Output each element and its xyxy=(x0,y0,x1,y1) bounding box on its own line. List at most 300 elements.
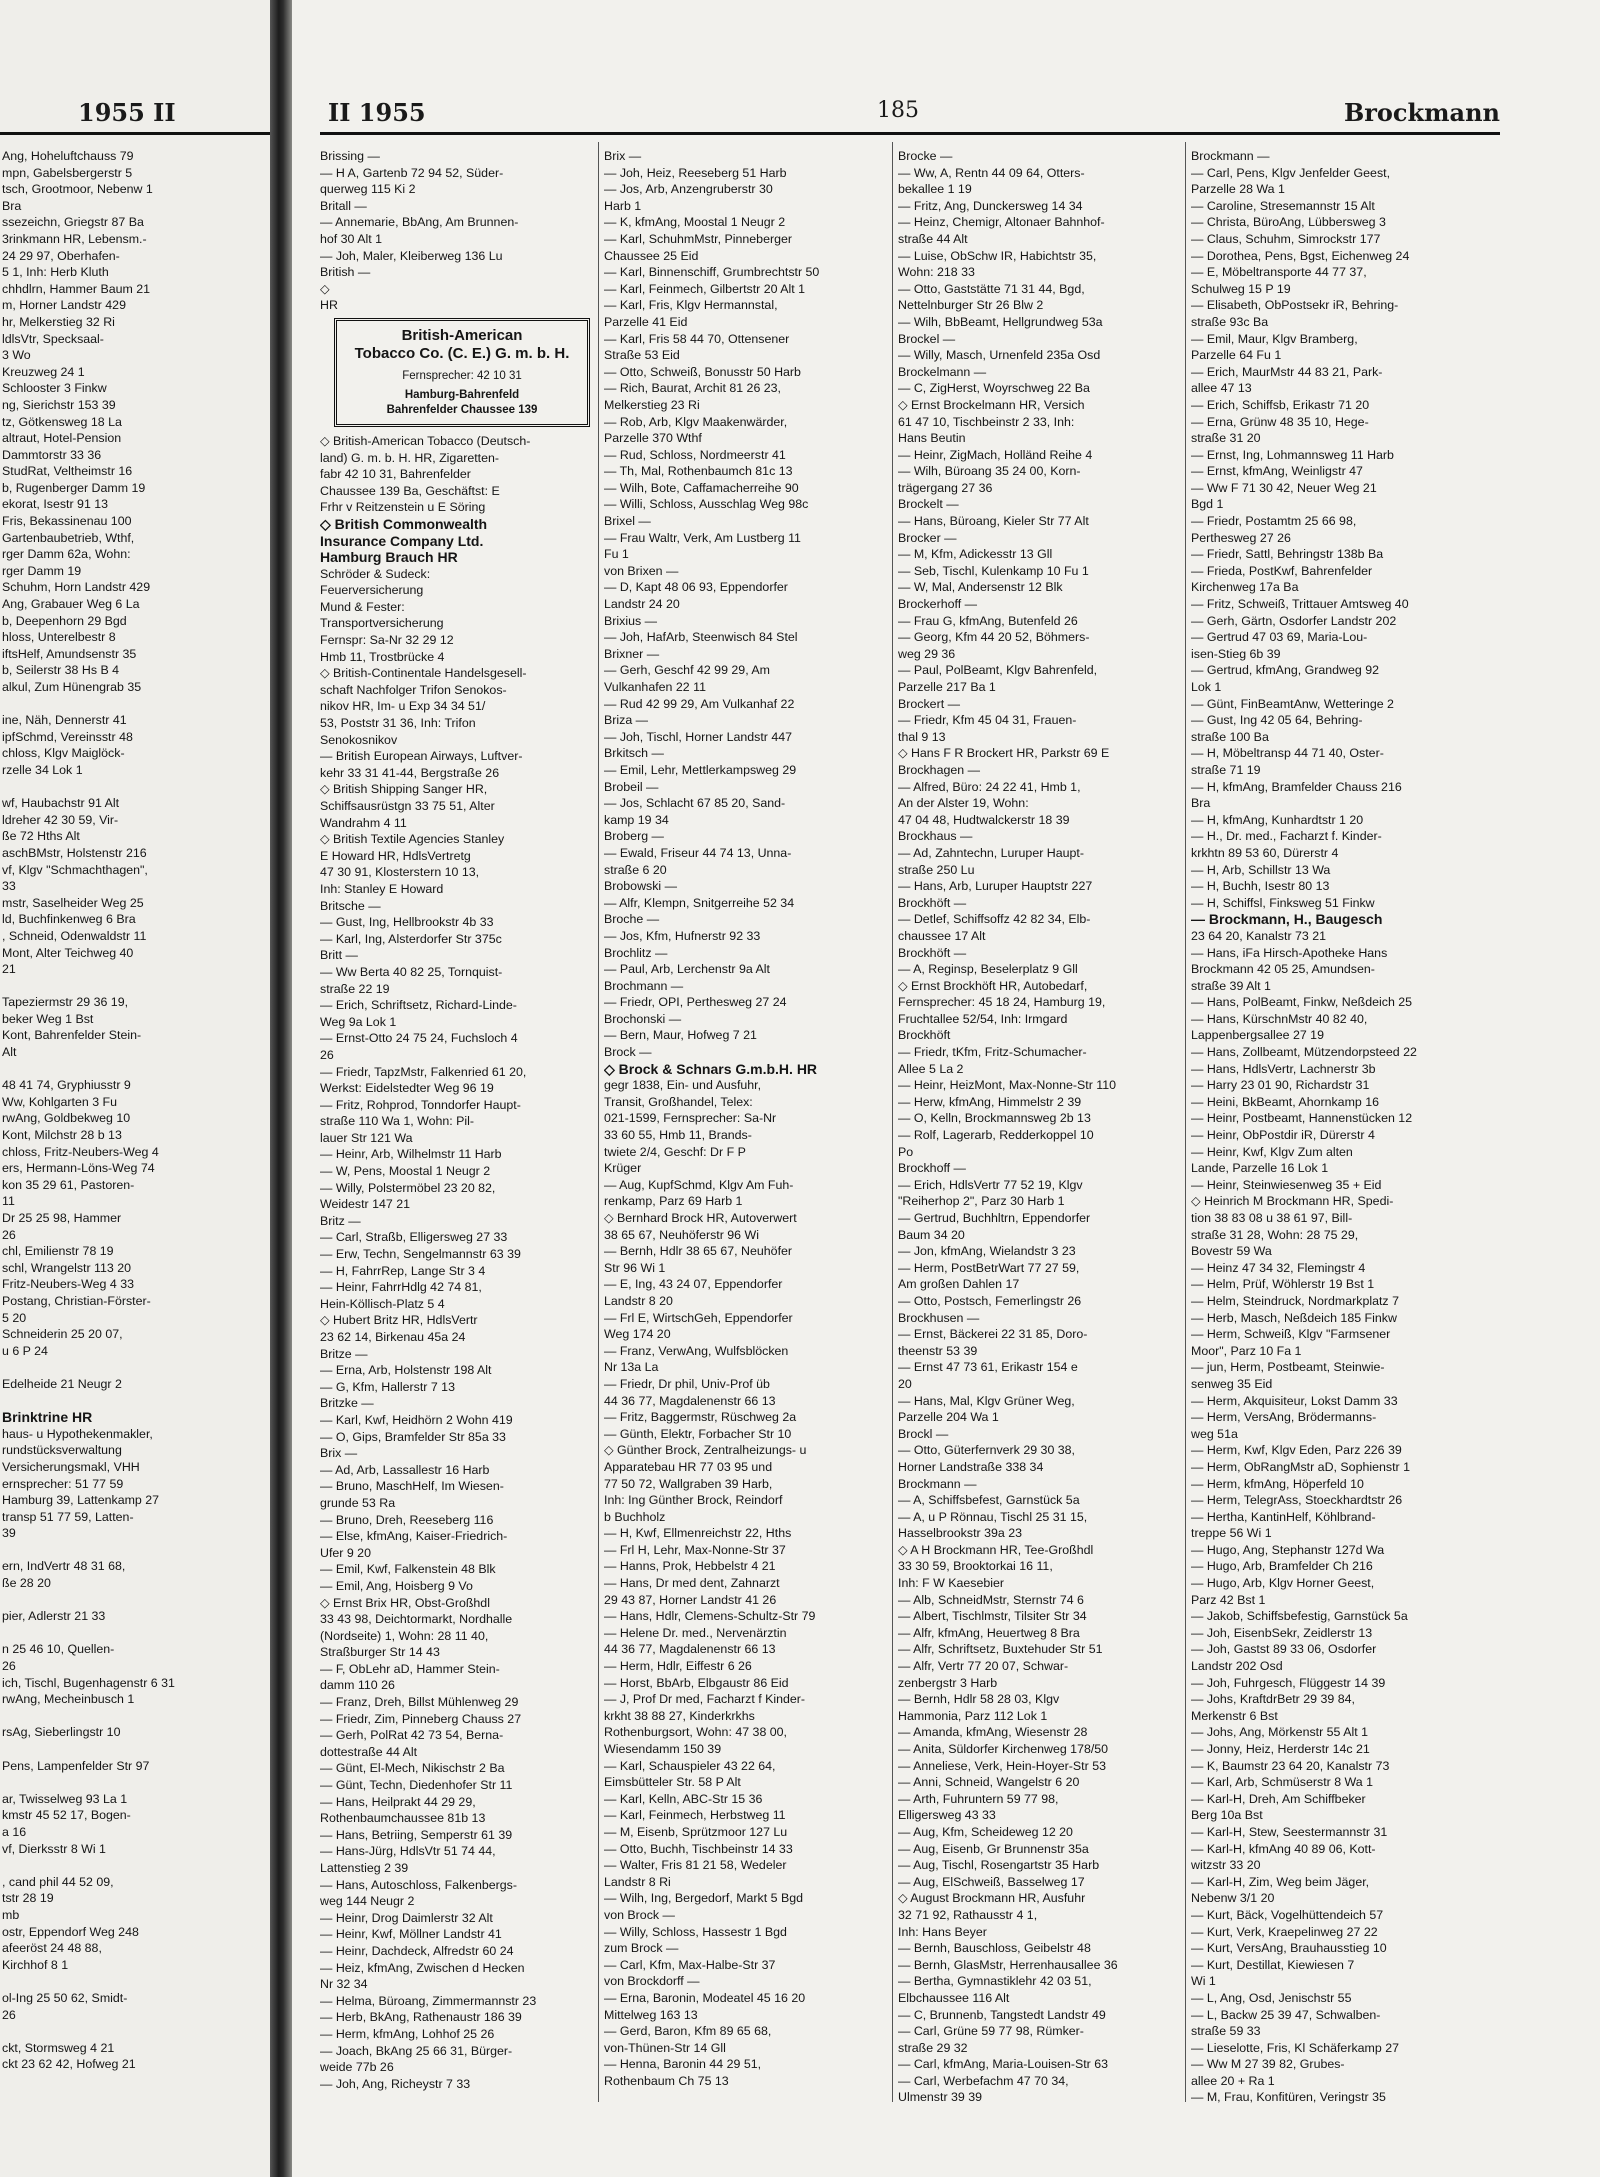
directory-line: — Otto, Güterfernverk 29 30 38, xyxy=(898,1443,1075,1458)
directory-line: krkht 38 88 27, Kinderkrkhs xyxy=(604,1708,755,1723)
directory-line: bekallee 1 19 xyxy=(898,182,972,197)
directory-line: Bra xyxy=(1191,796,1211,811)
directory-line: — Johs, Ang, Mörkenstr 55 Alt 1 xyxy=(1191,1725,1368,1740)
directory-line: Brochlitz — xyxy=(604,945,668,960)
directory-line: — Ernst, kfmAng, Weinligstr 47 xyxy=(1191,464,1363,479)
directory-line: 38 65 67, Neuhöferstr 96 Wi xyxy=(604,1227,759,1242)
directory-line: Pens, Lampenfelder Str 97 xyxy=(2,1758,150,1773)
directory-line: chhdlrn, Hammer Baum 21 xyxy=(2,281,151,296)
directory-line: tsch, Grootmoor, Nebenw 1 xyxy=(2,182,153,197)
directory-line: — Heinz 47 34 32, Flemingstr 4 xyxy=(1191,1260,1366,1275)
directory-line: — Bertha, Gymnastiklehr 42 03 51, xyxy=(898,1974,1092,1989)
directory-line: Mund & Fester: xyxy=(320,599,405,614)
directory-line: HR xyxy=(320,298,338,313)
directory-line: — Carl, Kfm, Max-Halbe-Str 37 xyxy=(604,1957,776,1972)
directory-line: ers, Hermann-Löns-Weg 74 xyxy=(2,1161,155,1176)
directory-line: ◇ Ernst Brix HR, Obst-Großhdl xyxy=(320,1595,490,1610)
directory-line: Transportversicherung xyxy=(320,616,444,631)
directory-line: — Caroline, Stresemannstr 15 Alt xyxy=(1191,198,1375,213)
directory-line: Baum 34 20 xyxy=(898,1227,965,1242)
directory-line: — Hugo, Arb, Bramfelder Ch 216 xyxy=(1191,1559,1373,1574)
directory-line: Wandrahm 4 11 xyxy=(320,815,407,830)
directory-line: straße 93c Ba xyxy=(1191,314,1269,329)
directory-line: — Hugo, Ang, Stephanstr 127d Wa xyxy=(1191,1542,1385,1557)
directory-line: querweg 115 Ki 2 xyxy=(320,182,416,197)
directory-line: fabr 42 10 31, Bahrenfelder xyxy=(320,467,471,482)
directory-line: — Carl, Pens, Klgv Jenfelder Geest, xyxy=(1191,165,1391,180)
directory-line: ◇ Hans F R Brockert HR, Parkstr 69 E xyxy=(898,746,1110,761)
directory-line: — Erich, MaurMstr 44 83 21, Park- xyxy=(1191,364,1383,379)
directory-line: Bgd 1 xyxy=(1191,497,1224,512)
directory-line: — Joh, Heiz, Reeseberg 51 Harb xyxy=(604,165,787,180)
directory-line: Fruchtallee 52/54, Inh: Irmgard xyxy=(898,1011,1068,1026)
directory-line: — Herm, kfmAng, Höperfeld 10 xyxy=(1191,1476,1364,1491)
directory-line: Hammonia, Parz 112 Lok 1 xyxy=(898,1708,1048,1723)
directory-line: — Heiz, kfmAng, Zwischen d Hecken xyxy=(320,1960,525,1975)
directory-line: Schlooster 3 Finkw xyxy=(2,381,107,396)
directory-line: Ufer 9 20 xyxy=(320,1545,371,1560)
directory-line: — Rob, Arb, Klgv Maakenwärder, xyxy=(604,414,788,429)
directory-line: — Erw, Techn, Sengelmannstr 63 39 xyxy=(320,1247,521,1262)
directory-line: — Joh, Tischl, Horner Landstr 447 xyxy=(604,729,793,744)
directory-line: Brockhöft — xyxy=(898,895,967,910)
directory-line: — Hans, Heilprakt 44 29 29, xyxy=(320,1794,476,1809)
directory-line: — Ww M 27 39 82, Grubes- xyxy=(1191,2057,1345,2072)
directory-line: ◇ British Textile Agencies Stanley xyxy=(320,832,505,847)
directory-line: — Brockmann, H., Baugesch xyxy=(1191,911,1383,928)
directory-line: a 16 xyxy=(2,1824,27,1839)
directory-line: — Amanda, kfmAng, Wiesenstr 28 xyxy=(898,1725,1088,1740)
directory-line: ◇ A H Brockmann HR, Tee-Großhdl xyxy=(898,1542,1094,1557)
directory-line: Inh: Stanley E Howard xyxy=(320,881,444,896)
directory-line: — Herm, Akquisiteur, Lokst Damm 33 xyxy=(1191,1393,1398,1408)
directory-line: Brockerhoff — xyxy=(898,597,977,612)
directory-line: Edelheide 21 Neugr 2 xyxy=(2,1376,122,1391)
directory-line: 33 43 98, Deichtormarkt, Nordhalle xyxy=(320,1612,513,1627)
directory-line: grunde 53 Ra xyxy=(320,1495,396,1510)
directory-line: Hein-Köllisch-Platz 5 4 xyxy=(320,1296,445,1311)
directory-line: — Rud, Schloss, Nordmeerstr 41 xyxy=(604,447,786,462)
directory-line: — Emil, Ang, Hoisberg 9 Vo xyxy=(320,1578,473,1593)
directory-line: — Aug, Eisenb, Gr Brunnenstr 35a xyxy=(898,1841,1089,1856)
directory-line: Brinktrine HR xyxy=(2,1409,93,1426)
directory-line: — Annemarie, BbAng, Am Brunnen- xyxy=(320,215,519,230)
directory-line: ße 28 20 xyxy=(2,1576,51,1591)
directory-line: — Alfr, Klempn, Snitgerreihe 52 34 xyxy=(604,895,795,910)
directory-line: — Willy, Masch, Urnenfeld 235a Osd xyxy=(898,348,1101,363)
directory-line: — Ww Berta 40 82 25, Tornquist- xyxy=(320,964,503,979)
directory-line: 61 47 10, Tischbeinstr 2 33, Inh: xyxy=(898,414,1075,429)
directory-line: — Friedr, Postamtm 25 66 98, xyxy=(1191,514,1357,529)
directory-line: — E, Ing, 43 24 07, Eppendorfer xyxy=(604,1277,783,1292)
directory-line: Weg 174 20 xyxy=(604,1327,671,1342)
directory-line: — Kurt, Verk, Kraepelinweg 27 22 xyxy=(1191,1924,1378,1939)
directory-line: dottestraße 44 Alt xyxy=(320,1744,418,1759)
directory-line: 021-1599, Fernsprecher: Sa-Nr xyxy=(604,1111,777,1126)
directory-line: theenstr 53 39 xyxy=(898,1343,978,1358)
ad-address-2: Bahrenfelder Chaussee 139 xyxy=(386,403,538,416)
directory-line: — Emil, Kwf, Falkenstein 48 Blk xyxy=(320,1562,496,1577)
directory-line: Inh: F W Kaesebier xyxy=(898,1576,1005,1591)
directory-line: — Hans, KürschnMstr 40 82 40, xyxy=(1191,1011,1368,1026)
directory-line: Landstr 8 20 xyxy=(604,1293,673,1308)
directory-line: — W, Pens, Moostal 1 Neugr 2 xyxy=(320,1164,491,1179)
directory-line: — Karl, Binnenschiff, Grumbrechtstr 50 xyxy=(604,265,820,280)
directory-line: rzelle 34 Lok 1 xyxy=(2,762,83,777)
directory-line: Weg 9a Lok 1 xyxy=(320,1014,397,1029)
directory-line: 29 43 87, Horner Landstr 41 26 xyxy=(604,1592,777,1607)
directory-line: Lande, Parzelle 16 Lok 1 xyxy=(1191,1161,1329,1176)
directory-line: Apparatebau HR 77 03 95 und xyxy=(604,1459,773,1474)
directory-line: ssezeichn, Griegstr 87 Ba xyxy=(2,215,144,230)
directory-line: 21 xyxy=(2,962,16,977)
directory-line: — Karl, Ing, Alsterdorfer Str 375c xyxy=(320,931,502,946)
directory-line: Transit, Großhandel, Telex: xyxy=(604,1094,753,1109)
directory-line: ar, Twisselweg 93 La 1 xyxy=(2,1791,128,1806)
directory-line: — L, Ang, Osd, Jenischstr 55 xyxy=(1191,1990,1352,2005)
directory-line: Wiesendamm 150 39 xyxy=(604,1742,722,1756)
directory-line xyxy=(2,1359,264,1376)
directory-line: weide 77b 26 xyxy=(320,2060,394,2075)
directory-line: — Helene Dr. med., Nervenärztin xyxy=(604,1625,787,1640)
directory-line: — Günt, El-Mech, Nikischstr 2 Ba xyxy=(320,1761,505,1776)
directory-line: — Herm, PostBetrWart 77 27 59, xyxy=(898,1260,1080,1275)
directory-line: — H, Schiffsl, Finksweg 51 Finkw xyxy=(1191,895,1375,910)
directory-line: — Claus, Schuhm, Simrockstr 177 xyxy=(1191,231,1381,246)
directory-line: — Ernst-Otto 24 75 24, Fuchsloch 4 xyxy=(320,1031,518,1046)
directory-line: tstr 28 19 xyxy=(2,1891,54,1906)
directory-line: — Hans, Dr med dent, Zahnarzt xyxy=(604,1576,780,1591)
directory-line: von Brixen — xyxy=(604,563,679,578)
directory-line: straße 59 33 xyxy=(1191,2024,1261,2039)
directory-line xyxy=(2,1625,264,1642)
directory-line: Brocker — xyxy=(898,530,957,545)
directory-line: "Reiherhop 2", Parz 30 Harb 1 xyxy=(898,1194,1065,1209)
directory-line: — Ernst, Bäckerei 22 31 85, Doro- xyxy=(898,1327,1088,1342)
directory-line: 11 xyxy=(2,1194,15,1209)
directory-line: , cand phil 44 52 09, xyxy=(2,1874,114,1889)
directory-line: Vulkanhafen 22 11 xyxy=(604,680,706,694)
directory-line: Dr 25 25 98, Hammer xyxy=(2,1211,122,1225)
directory-line: Landstr 24 20 xyxy=(604,597,680,612)
directory-line: — H, Kwf, Ellmenreichstr 22, Hths xyxy=(604,1526,792,1541)
directory-line: 24 29 97, Oberhafen- xyxy=(2,248,120,263)
directory-line: Allee 5 La 2 xyxy=(898,1061,964,1076)
directory-line: Brochonski — xyxy=(604,1011,682,1026)
directory-line: Nebenw 3/1 20 xyxy=(1191,1891,1275,1906)
directory-line: Britt — xyxy=(320,948,358,963)
directory-line: — Hans, Zollbeamt, Mützendorpsteed 22 xyxy=(1191,1045,1417,1060)
directory-line: — Frl H, Lehr, Max-Nonne-Str 37 xyxy=(604,1542,786,1557)
directory-line: twiete 2/4, Geschf: Dr F P xyxy=(604,1144,746,1159)
directory-line: Brockhagen — xyxy=(898,762,980,777)
directory-line xyxy=(2,2023,264,2040)
left-page xyxy=(0,0,270,2177)
directory-line xyxy=(2,1542,264,1559)
directory-line: — Karl-H, Stew, Seestermannstr 31 xyxy=(1191,1824,1388,1839)
directory-line: — C, ZigHerst, Woyrschweg 22 Ba xyxy=(898,381,1090,396)
british-american-tobacco-ad xyxy=(334,318,590,427)
directory-line: Krüger xyxy=(604,1161,642,1176)
directory-line: — Kurt, Bäck, Vogelhüttendeich 57 xyxy=(1191,1907,1384,1922)
directory-line: — Herb, BkAng, Rathenaustr 186 39 xyxy=(320,2010,522,2025)
directory-line: 5 1, Inh: Herb Kluth xyxy=(2,265,109,280)
directory-line: Schuhm, Horn Landstr 429 xyxy=(2,580,151,595)
directory-line: Landstr 8 Ri xyxy=(604,1874,671,1889)
directory-line: — Bernh, GlasMstr, Herrenhausallee 36 xyxy=(898,1957,1118,1972)
directory-line: ◇ British-American Tobacco (Deutsch- xyxy=(320,433,531,448)
directory-line: — Herm, VersAng, Brödermanns- xyxy=(1191,1410,1377,1425)
directory-line: — Karl, Fris, Klgv Hermannstal, xyxy=(604,298,778,313)
directory-line: vf, Klgv "Schmachthagen", xyxy=(2,862,148,877)
directory-line: Nr 32 34 xyxy=(320,1977,368,1992)
directory-line: rsAg, Sieberlingstr 10 xyxy=(2,1725,121,1740)
directory-line: — Alfr, Schriftsetz, Buxtehuder Str 51 xyxy=(898,1642,1103,1657)
directory-line: senweg 35 Eid xyxy=(1191,1376,1273,1391)
directory-line: — Paul, Arb, Lerchenstr 9a Alt xyxy=(604,962,770,977)
directory-line xyxy=(2,1393,264,1410)
directory-line: straße 29 32 xyxy=(898,2040,968,2055)
directory-line: — A, Schiffsbefest, Garnstück 5a xyxy=(898,1493,1080,1508)
directory-line: Harb 1 xyxy=(604,198,642,213)
directory-line: iftsHelf, Amundsenstr 35 xyxy=(2,646,137,661)
directory-line: 77 50 72, Wallgraben 39 Harb, xyxy=(604,1476,773,1491)
directory-line: Kont, Bahrenfelder Stein- xyxy=(2,1028,142,1043)
directory-line: — J, Prof Dr med, Facharzt f Kinder- xyxy=(604,1692,806,1707)
directory-line: straße 22 19 xyxy=(320,981,390,996)
directory-line: 3rinkmann HR, Lebensm.- xyxy=(2,231,147,246)
directory-line: Brixel — xyxy=(604,514,651,529)
directory-line: — O, Kelln, Brockmannsweg 2b 13 xyxy=(898,1111,1091,1126)
directory-line xyxy=(2,1061,264,1078)
directory-line: rger Damm 19 xyxy=(2,563,82,578)
directory-line: — Gerh, Gärtn, Osdorfer Landstr 202 xyxy=(1191,613,1397,628)
directory-line: — Joh, EisenbSekr, Zeidlerstr 13 xyxy=(1191,1625,1373,1640)
directory-line: — Heinr, FahrrHdlg 42 74 81, xyxy=(320,1280,482,1295)
directory-line: Inh: Hans Beyer xyxy=(898,1924,987,1939)
column-1-lines-top xyxy=(320,148,594,314)
directory-line: — Jonny, Heiz, Herderstr 14c 21 xyxy=(1191,1742,1370,1756)
directory-line: — Günt, FinBeamtAnw, Wetteringe 2 xyxy=(1191,696,1394,711)
directory-line: Gartenbaubetrieb, Wthf, xyxy=(2,530,135,545)
directory-line: Merkenstr 6 Bst xyxy=(1191,1708,1278,1723)
directory-line: b, Rugenberger Damm 19 xyxy=(2,480,146,495)
directory-line: rwAng, Goldbekweg 10 xyxy=(2,1111,131,1126)
directory-line: mb xyxy=(2,1907,20,1922)
directory-line: — Th, Mal, Rothenbaumch 81c 13 xyxy=(604,464,793,479)
directory-line: Lappenbergsallee 27 19 xyxy=(1191,1028,1324,1043)
directory-line: m, Horner Landstr 429 xyxy=(2,298,126,313)
directory-line: pier, Adlerstr 21 33 xyxy=(2,1609,106,1624)
directory-line: — Karl, Schauspieler 43 22 64, xyxy=(604,1758,776,1773)
directory-line: n 25 46 10, Quellen- xyxy=(2,1642,115,1657)
directory-line: — Herm, ObRangMstr aD, Sophienstr 1 xyxy=(1191,1459,1410,1474)
directory-line: Brockmann 42 05 25, Amundsen- xyxy=(1191,962,1375,977)
directory-line: — Erich, Schiffsb, Erikastr 71 20 xyxy=(1191,397,1370,412)
directory-line: — Wilh, BbBeamt, Hellgrundweg 53a xyxy=(898,314,1103,329)
column-1-lines-bottom xyxy=(320,433,594,2092)
directory-line: straße 31 20 xyxy=(1191,431,1261,446)
directory-line: — Carl, Werbefachm 47 70 34, xyxy=(898,2073,1069,2088)
directory-line: — Joh, Fuhrgesch, Flüggestr 14 39 xyxy=(1191,1675,1386,1690)
directory-line: — Carl, Grüne 59 77 98, Rümker- xyxy=(898,2024,1084,2039)
directory-line: — F, ObLehr aD, Hammer Stein- xyxy=(320,1661,500,1676)
directory-line: Britze — xyxy=(320,1346,368,1361)
directory-line: — Aug, Kfm, Scheideweg 12 20 xyxy=(898,1824,1073,1839)
directory-line: Parz 42 Bst 1 xyxy=(1191,1592,1266,1607)
directory-line: — Joh, Maler, Kleiberweg 136 Lu xyxy=(320,248,503,263)
directory-line: 26 xyxy=(320,1047,334,1062)
directory-line: chl, Emilienstr 78 19 xyxy=(2,1244,114,1259)
directory-line: — Fritz, Ang, Dunckersweg 14 34 xyxy=(898,198,1083,213)
directory-line: — Heinr, Arb, Wilhelmstr 11 Harb xyxy=(320,1147,502,1162)
directory-line: — Erich, Schriftsetz, Richard-Linde- xyxy=(320,998,517,1013)
directory-line: Dammtorstr 33 36 xyxy=(2,447,102,462)
directory-line: — Helma, Büroang, Zimmermannstr 23 xyxy=(320,1993,537,2008)
directory-line xyxy=(2,779,264,796)
directory-line: — Karl, Kelln, ABC-Str 15 36 xyxy=(604,1791,763,1806)
ad-phone: Fernsprecher: 42 10 31 xyxy=(402,369,522,382)
directory-line: — Bern, Maur, Hofweg 7 21 xyxy=(604,1028,757,1043)
directory-line: kon 35 29 61, Pastoren- xyxy=(2,1177,135,1192)
directory-line: — Heinr, Kwf, Möllner Landstr 41 xyxy=(320,1927,502,1942)
directory-line: gegr 1838, Ein- und Ausfuhr, xyxy=(604,1078,762,1093)
directory-line: Straße 53 Eid xyxy=(604,348,680,363)
directory-line: Horner Landstraße 338 34 xyxy=(898,1459,1044,1474)
directory-line: — Hans, Mal, Klgv Grüner Weg, xyxy=(898,1393,1075,1408)
directory-line: — Herm, Hdlr, Eiffestr 6 26 xyxy=(604,1659,752,1674)
directory-line: straße 44 Alt xyxy=(898,231,968,246)
directory-line: — Alfr, Vertr 77 20 07, Schwar- xyxy=(898,1659,1069,1674)
directory-line: — Anneliese, Verk, Hein-Hoyer-Str 53 xyxy=(898,1758,1106,1773)
directory-line: — Joh, Gastst 89 33 06, Osdorfer xyxy=(1191,1642,1377,1657)
directory-line: 39 xyxy=(2,1526,16,1541)
directory-line: — Wilh, Büroang 35 24 00, Korn- xyxy=(898,464,1081,479)
directory-line: — Herm, kfmAng, Lohhof 25 26 xyxy=(320,2026,495,2041)
left-page-column xyxy=(2,148,264,2138)
directory-line: 3 Wo xyxy=(2,348,31,363)
directory-line: — Erna, Grünw 48 35 10, Hege- xyxy=(1191,414,1369,429)
directory-line: 33 xyxy=(2,879,16,894)
directory-line: Rothenbaum Ch 75 13 xyxy=(604,2073,729,2088)
directory-line: hof 30 Alt 1 xyxy=(320,231,383,246)
directory-line: straße 110 Wa 1, Wohn: Pil- xyxy=(320,1114,475,1129)
directory-line: — Ad, Arb, Lassallestr 16 Harb xyxy=(320,1462,490,1477)
directory-line: von Brock — xyxy=(604,1907,675,1922)
directory-line: Feuerversicherung xyxy=(320,583,424,598)
directory-line: Insurance Company Ltd. xyxy=(320,532,484,549)
directory-line: — Alfred, Büro: 24 22 41, Hmb 1, xyxy=(898,779,1081,794)
directory-line: — L, Backw 25 39 47, Schwalben- xyxy=(1191,2007,1381,2022)
directory-line: — A, u P Rönnau, Tischl 25 31 15, xyxy=(898,1509,1088,1524)
directory-line: — A, Reginsp, Beselerplatz 9 Gll xyxy=(898,962,1078,977)
directory-line: — Hans, PolBeamt, Finkw, Neßdeich 25 xyxy=(1191,995,1413,1010)
directory-line: ◇ British Commonwealth xyxy=(320,515,488,532)
directory-line: Tapeziermstr 29 36 19, xyxy=(2,995,129,1010)
directory-line: zum Brock — xyxy=(604,1941,679,1956)
directory-line: — Günth, Elektr, Forbacher Str 10 xyxy=(604,1426,792,1441)
directory-line: — Helm, Steindruck, Nordmarkplatz 7 xyxy=(1191,1293,1399,1308)
directory-line: — Gerh, Geschf 42 99 29, Am xyxy=(604,663,770,678)
directory-line: — Jos, Arb, Anzengruberstr 30 xyxy=(604,182,773,197)
directory-line: ldreher 42 30 59, Vir- xyxy=(2,812,119,827)
directory-line: — Karl, Feinmech, Herbstweg 11 xyxy=(604,1808,786,1823)
directory-line: — Friedr, Dr phil, Univ-Prof üb xyxy=(604,1376,770,1391)
directory-line: Moor", Parz 10 Fa 1 xyxy=(1191,1343,1302,1358)
directory-line: straße 6 20 xyxy=(604,862,667,877)
directory-line: — Heinr, Steinwiesenweg 35 + Eid xyxy=(1191,1177,1382,1192)
directory-line: Lok 1 xyxy=(1191,680,1222,694)
page-number: 185 xyxy=(877,98,919,123)
directory-line: — Otto, Schweiß, Bonusstr 50 Harb xyxy=(604,364,801,379)
directory-line: Berg 10a Bst xyxy=(1191,1808,1263,1823)
directory-line: Brockhoff — xyxy=(898,1161,966,1176)
directory-line: — Karl-H, Dreh, Am Schiffbeker xyxy=(1191,1791,1366,1806)
directory-line: Briza — xyxy=(604,713,649,728)
directory-line: ine, Näh, Dennerstr 41 xyxy=(2,713,127,728)
directory-line: ckt 23 62 42, Hofweg 21 xyxy=(2,2057,136,2072)
directory-line: Ulmenstr 39 39 xyxy=(898,2090,983,2105)
column-separator-3 xyxy=(1185,142,1186,2102)
directory-line: haus- u Hypothekenmakler, xyxy=(2,1426,153,1441)
directory-line: — Gertrud, kfmAng, Grandweg 92 xyxy=(1191,663,1380,678)
directory-line: ipfSchmd, Vereinsstr 48 xyxy=(2,729,133,744)
column-separator-1 xyxy=(598,142,599,2102)
directory-line: — H A, Gartenb 72 94 52, Süder- xyxy=(320,165,504,180)
directory-line: Perthesweg 27 26 xyxy=(1191,530,1291,545)
directory-line: Kirchenweg 17a Ba xyxy=(1191,580,1299,595)
directory-line: — Fritz, Schweiß, Trittauer Amtsweg 40 xyxy=(1191,597,1409,612)
directory-line: ◇ Brock & Schnars G.m.b.H. HR xyxy=(604,1060,818,1077)
directory-line: — Franz, VerwAng, Wulfsblöcken xyxy=(604,1343,789,1358)
directory-line: — Heinz, Chemigr, Altonaer Bahnhof- xyxy=(898,215,1105,230)
directory-line: — Bruno, Dreh, Reeseberg 116 xyxy=(320,1512,494,1527)
directory-line: Kont, Milchstr 28 b 13 xyxy=(2,1128,122,1143)
directory-line: — Johs, KraftdrBetr 29 39 84, xyxy=(1191,1692,1355,1707)
directory-line: 23 64 20, Kanalstr 73 21 xyxy=(1191,928,1327,943)
directory-line: — M, Frau, Konfitüren, Veringstr 35 xyxy=(1191,2090,1386,2105)
directory-line: — Herm, Kwf, Klgv Eden, Parz 226 39 xyxy=(1191,1443,1402,1458)
directory-line: Ang, Hoheluftchauss 79 xyxy=(2,149,134,163)
directory-line: Bra xyxy=(2,198,22,213)
directory-line: lauer Str 121 Wa xyxy=(320,1130,413,1145)
directory-line: Brock — xyxy=(604,1045,652,1060)
directory-line: alkul, Zum Hünengrab 35 xyxy=(2,680,142,694)
directory-line: — Hans, Autoschloss, Falkenbergs- xyxy=(320,1877,517,1892)
running-head: Brockmann xyxy=(1343,98,1500,127)
directory-line: Eimsbütteler Str. 58 P Alt xyxy=(604,1775,741,1790)
directory-line xyxy=(2,1708,264,1725)
directory-line: — Lieselotte, Fris, Kl Schäferkamp 27 xyxy=(1191,2040,1399,2055)
directory-line: — Erna, Arb, Holstenstr 198 Alt xyxy=(320,1363,492,1378)
directory-line: — Willy, Polstermöbel 23 20 82, xyxy=(320,1180,496,1195)
directory-line: Brockmann — xyxy=(898,1476,977,1491)
directory-line: An der Alster 19, Wohn: xyxy=(898,796,1029,811)
directory-line: — M, Kfm, Adickesstr 13 Gll xyxy=(898,547,1053,562)
directory-line: — Wilh, Ing, Bergedorf, Markt 5 Bgd xyxy=(604,1891,804,1906)
directory-line: weg 51a xyxy=(1191,1426,1238,1441)
directory-line: — Alfr, kfmAng, Heuertweg 8 Bra xyxy=(898,1625,1080,1640)
directory-line: Str 96 Wi 1 xyxy=(604,1260,666,1275)
directory-line: Brobowski — xyxy=(604,879,677,894)
directory-line: hloss, Unterelbestr 8 xyxy=(2,630,116,645)
directory-line: Chaussee 25 Eid xyxy=(604,248,699,263)
directory-line xyxy=(2,1857,264,1874)
directory-line: — Rich, Baurat, Archit 81 26 23, xyxy=(604,381,782,396)
directory-line: — Ewald, Friseur 44 74 13, Unna- xyxy=(604,845,792,860)
directory-line: Britall — xyxy=(320,198,367,213)
directory-line: ◇ Ernst Brockelmann HR, Versich xyxy=(898,397,1085,412)
